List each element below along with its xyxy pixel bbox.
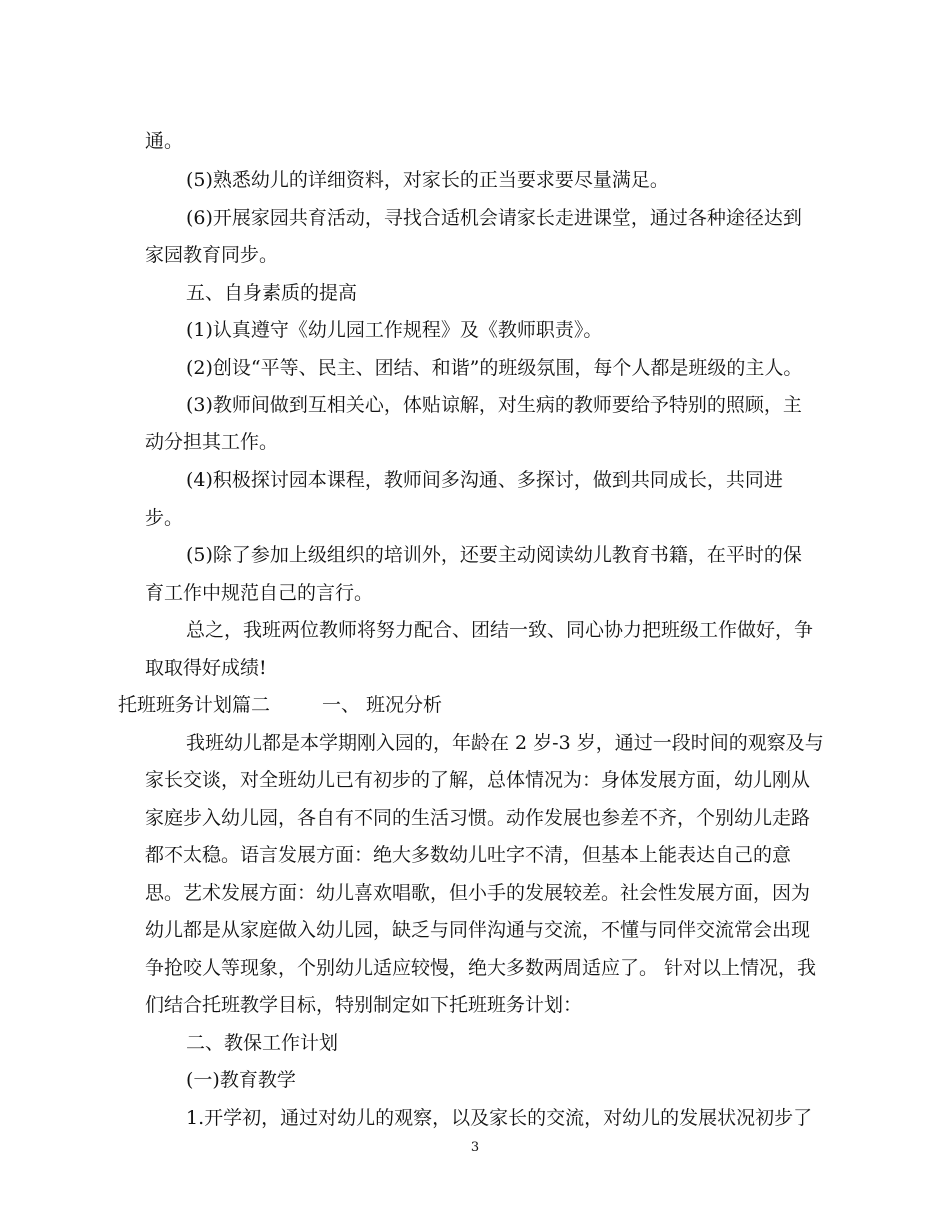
document-heading	[118, 693, 442, 717]
paragraph-line: 取取得好成绩!	[145, 657, 267, 679]
heading-title: 托班班务计划篇二	[118, 694, 271, 716]
paragraph-line: 争抢咬人等现象，个别幼儿适应较慢，绝大多数两周适应了。 针对以上情况，我	[145, 957, 817, 979]
paragraph-line: 们结合托班教学目标，特别制定如下托班班务计划：	[145, 994, 583, 1016]
paragraph-line: 动分担其工作。	[145, 431, 279, 453]
paragraph-line: 育工作中规范自己的言行。	[145, 582, 374, 604]
paragraph-line: 总之，我班两位教师将努力配合、团结一致、同心协力把班级工作做好，争	[186, 619, 814, 641]
paragraph-line: 步。	[145, 507, 184, 529]
paragraph-line: (5)熟悉幼儿的详细资料，对家长的正当要求要尽量满足。	[186, 169, 669, 191]
paragraph-line: 家园教育同步。	[145, 244, 279, 266]
paragraph-line: 都不太稳。语言发展方面：绝大多数幼儿吐字不清，但基本上能表达自己的意	[145, 844, 792, 866]
paragraph-line: 幼儿都是从家庭做入幼儿园，缺乏与同伴沟通与交流，不懂与同伴交流常会出现	[145, 919, 811, 941]
paragraph-line: 我班幼儿都是本学期刚入园的，年龄在 2 岁-3 岁，通过一段时间的观察及与	[186, 732, 824, 754]
section-heading: 五、自身素质的提高	[186, 282, 358, 304]
subsection-heading: (一)教育教学	[186, 1069, 296, 1091]
page-number: 3	[470, 1140, 480, 1155]
paragraph-line: 家庭步入幼儿园，各自有不同的生活习惯。动作发展也参差不齐，个别幼儿走路	[145, 807, 811, 829]
paragraph-line: (1)认真遵守《幼儿园工作规程》及《教师职责》。	[186, 319, 603, 341]
section-heading: 二、教保工作计划	[186, 1032, 339, 1054]
paragraph-line: 家长交谈，对全班幼儿已有初步的了解，总体情况为：身体发展方面，幼儿刚从	[145, 769, 811, 791]
paragraph-line: (5)除了参加上级组织的培训外，还要主动阅读幼儿教育书籍，在平时的保	[186, 544, 802, 566]
paragraph-line: (6)开展家园共育活动，寻找合适机会请家长走进课堂，通过各种途径达到	[186, 207, 802, 229]
paragraph-line: 1.开学初，通过对幼儿的观察，以及家长的交流，对幼儿的发展状况初步了	[186, 1107, 813, 1129]
heading-section: 一、 班况分析	[322, 694, 443, 716]
paragraph-line: 通。	[145, 130, 184, 152]
paragraph-line: 思。艺术发展方面：幼儿喜欢唱歌，但小手的发展较差。社会性发展方面，因为	[145, 882, 811, 904]
paragraph-line: (2)创设“平等、民主、团结、和谐”的班级氛围，每个人都是班级的主人。	[186, 357, 803, 379]
paragraph-line: (4)积极探讨园本课程，教师间多沟通、多探讨，做到共同成长，共同进	[186, 469, 783, 491]
paragraph-line: (3)教师间做到互相关心，体贴谅解，对生病的教师要给予特别的照顾，主	[186, 394, 802, 416]
